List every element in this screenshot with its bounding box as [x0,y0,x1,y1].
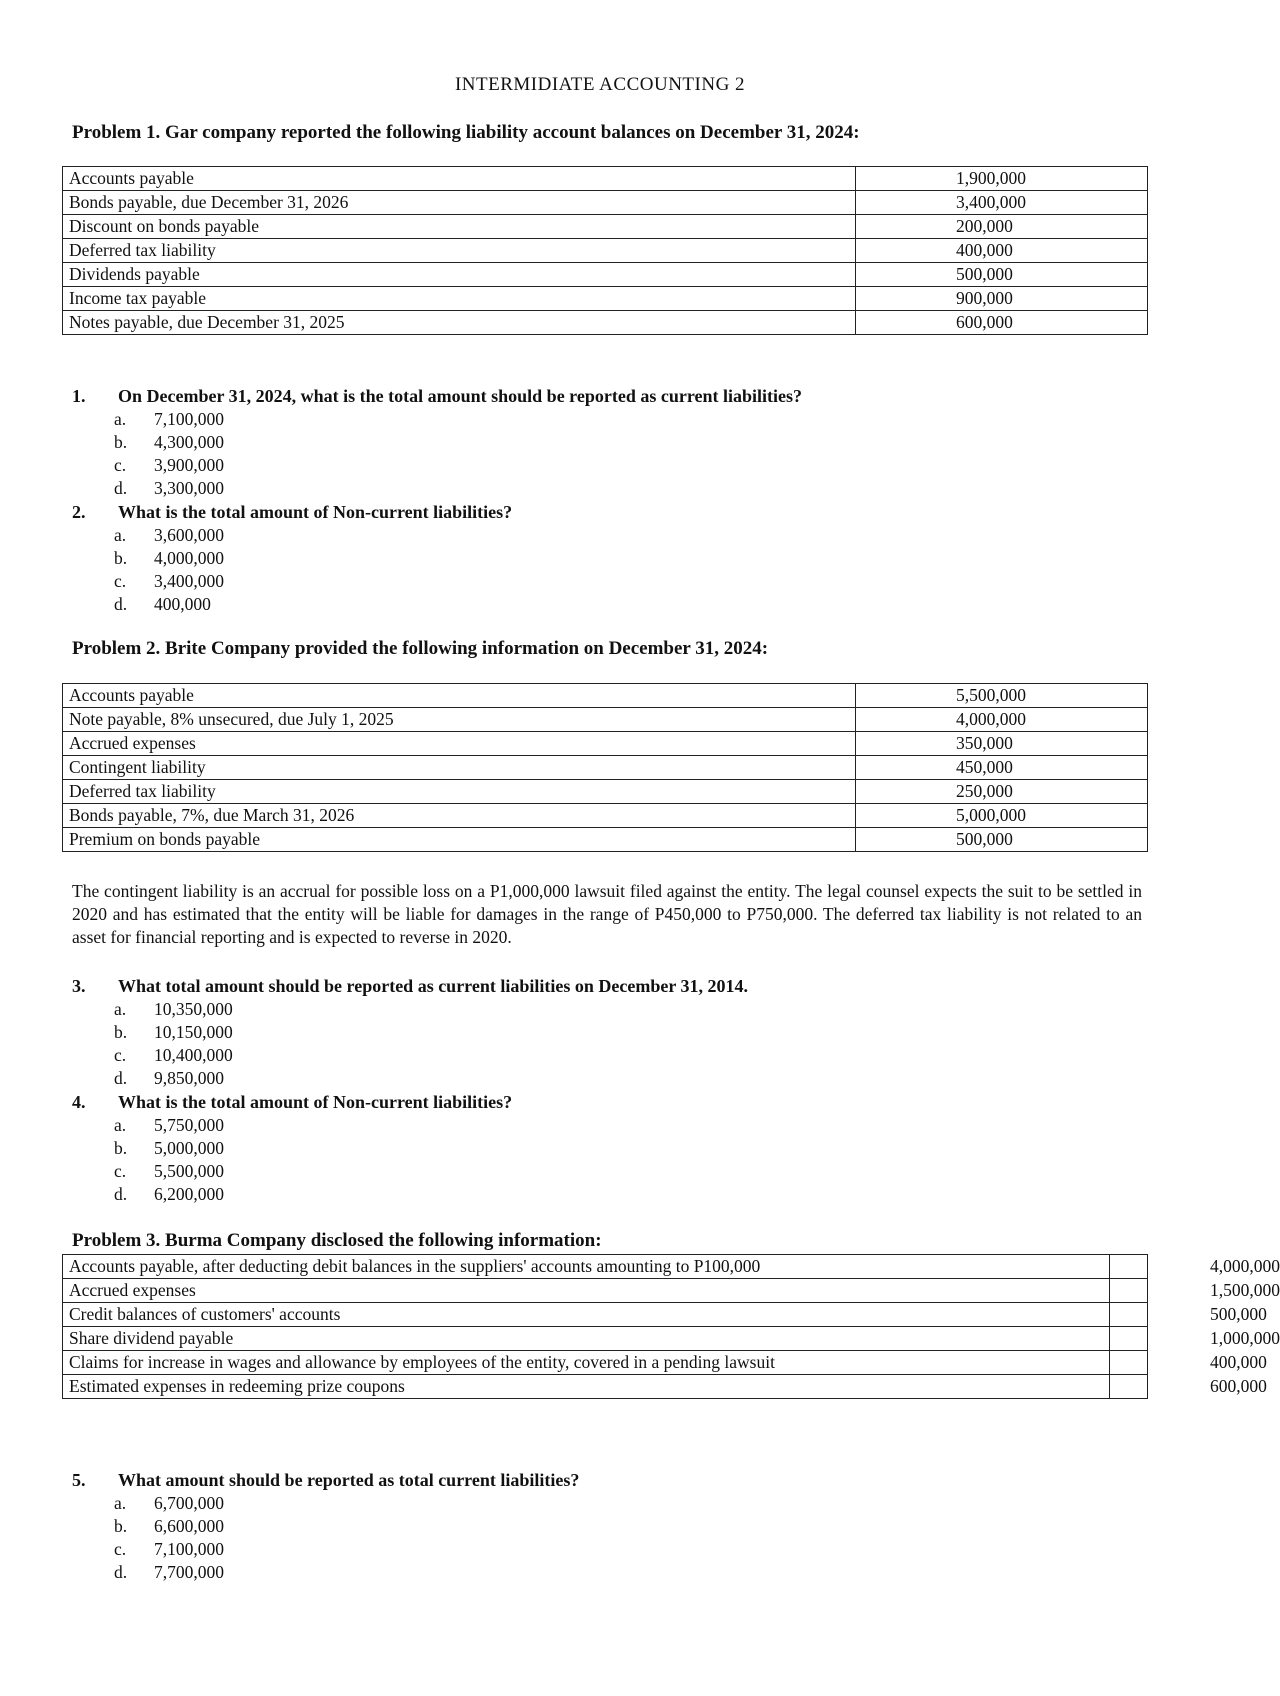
account-amount: 1,500,000 [1110,1279,1148,1303]
table-row [63,1375,1148,1399]
answer-option: b. 10,150,000 [114,1022,233,1042]
answer-option: b. 5,000,000 [114,1138,224,1158]
question-2: 2. What is the total amount of Non-current liabilities? [72,502,513,522]
account-amount: 900,000 [856,287,1148,311]
answer-option: b. 4,000,000 [114,548,224,568]
account-name: Note payable, 8% unsecured, due July 1, 2025 [63,708,856,732]
account-name: Bonds payable, due December 31, 2026 [63,191,856,215]
table-row [63,804,1148,828]
table-row [63,263,1148,287]
answer-option: d. 3,300,000 [114,478,224,498]
account-amount: 600,000 [856,311,1148,335]
account-amount: 500,000 [856,828,1148,852]
account-amount: 400,000 [1110,1351,1148,1375]
account-amount: 350,000 [856,732,1148,756]
account-amount: 500,000 [1110,1303,1148,1327]
account-amount: 600,000 [1110,1375,1148,1399]
answer-option: d. 400,000 [114,594,211,614]
question-5: 5. What amount should be reported as total current liabilities? [72,1470,580,1490]
table-row [63,215,1148,239]
table-row [63,287,1148,311]
account-name: Notes payable, due December 31, 2025 [63,311,856,335]
answer-option: b. 6,600,000 [114,1516,224,1536]
answer-option: a. 7,100,000 [114,409,224,429]
account-name: Bonds payable, 7%, due March 31, 2026 [63,804,856,828]
account-name: Share dividend payable [63,1327,1110,1351]
account-amount: 5,500,000 [856,684,1148,708]
problem-1-heading: Problem 1. Gar company reported the following liability account balances on December 31, 2024: [72,122,860,143]
account-amount: 200,000 [856,215,1148,239]
problem-2-table [62,683,1148,852]
table-row [63,1327,1148,1351]
table-row [63,780,1148,804]
table-row [63,708,1148,732]
account-amount: 4,000,000 [1110,1255,1148,1279]
question-1: 1. On December 31, 2024, what is the total amount should be reported as current liabilities? [72,386,802,406]
answer-option: d. 6,200,000 [114,1184,224,1204]
account-amount: 1,900,000 [856,167,1148,191]
question-block-2 [72,974,748,1206]
account-amount: 400,000 [856,239,1148,263]
account-name: Accrued expenses [63,1279,1110,1303]
account-name: Contingent liability [63,756,856,780]
question-block-1 [72,384,802,616]
question-3: 3. What total amount should be reported as current liabilities on December 31, 2014. [72,976,748,996]
problem-3-heading: Problem 3. Burma Company disclosed the following information: [72,1230,602,1251]
problem-3-table [62,1254,1280,1399]
answer-option: d. 9,850,000 [114,1068,224,1088]
answer-option: b. 4,300,000 [114,432,224,452]
account-name: Deferred tax liability [63,780,856,804]
account-name: Dividends payable [63,263,856,287]
account-name: Accounts payable, after deducting debit balances in the suppliers' accounts amounting to P100,000 [63,1255,1110,1279]
table-row [63,732,1148,756]
table-row [63,1279,1148,1303]
table-row [63,239,1148,263]
account-name: Claims for increase in wages and allowance by employees of the entity, covered in a pending lawsuit [63,1351,1110,1375]
account-name: Discount on bonds payable [63,215,856,239]
table-row [63,1255,1148,1279]
account-name: Income tax payable [63,287,856,311]
answer-option: d. 7,700,000 [114,1562,224,1582]
account-amount: 1,000,000 [1110,1327,1148,1351]
table-row [63,167,1148,191]
account-amount: 3,400,000 [856,191,1148,215]
question-block-3 [72,1468,579,1584]
answer-option: c. 5,500,000 [114,1161,224,1181]
account-name: Accrued expenses [63,732,856,756]
table-row [63,756,1148,780]
answer-option: c. 3,900,000 [114,455,224,475]
account-amount: 5,000,000 [856,804,1148,828]
answer-option: a. 5,750,000 [114,1115,224,1135]
table-row [63,1303,1148,1327]
account-name: Credit balances of customers' accounts [63,1303,1110,1327]
account-amount: 4,000,000 [856,708,1148,732]
question-4: 4. What is the total amount of Non-current liabilities? [72,1092,513,1112]
account-name: Deferred tax liability [63,239,856,263]
problem-1-table [62,166,1148,335]
account-name: Estimated expenses in redeeming prize coupons [63,1375,1110,1399]
answer-option: c. 10,400,000 [114,1045,233,1065]
table-row [63,828,1148,852]
problem-2-heading: Problem 2. Brite Company provided the following information on December 31, 2024: [72,638,769,659]
answer-option: c. 3,400,000 [114,571,224,591]
account-amount: 500,000 [856,263,1148,287]
table-row [63,311,1148,335]
answer-option: a. 6,700,000 [114,1493,224,1513]
table-row [63,684,1148,708]
document-title: INTERMIDIATE ACCOUNTING 2 [454,74,746,95]
problem-2-note: The contingent liability is an accrual for possible loss on a P1,000,000 lawsuit filed against the entity. The legal counsel expects the suit to be settled in 2020 and has estimated that the entity will be liable for damages in the range of P450,000 to P750,000. The deferred tax liability is not related to an asset for financial reporting and is expected to reverse in 2020. [72,881,1142,947]
account-name: Accounts payable [63,167,856,191]
answer-option: c. 7,100,000 [114,1539,224,1559]
answer-option: a. 10,350,000 [114,999,233,1019]
account-amount: 450,000 [856,756,1148,780]
table-row [63,191,1148,215]
account-name: Premium on bonds payable [63,828,856,852]
answer-option: a. 3,600,000 [114,525,224,545]
account-name: Accounts payable [63,684,856,708]
account-amount: 250,000 [856,780,1148,804]
table-row [63,1351,1148,1375]
